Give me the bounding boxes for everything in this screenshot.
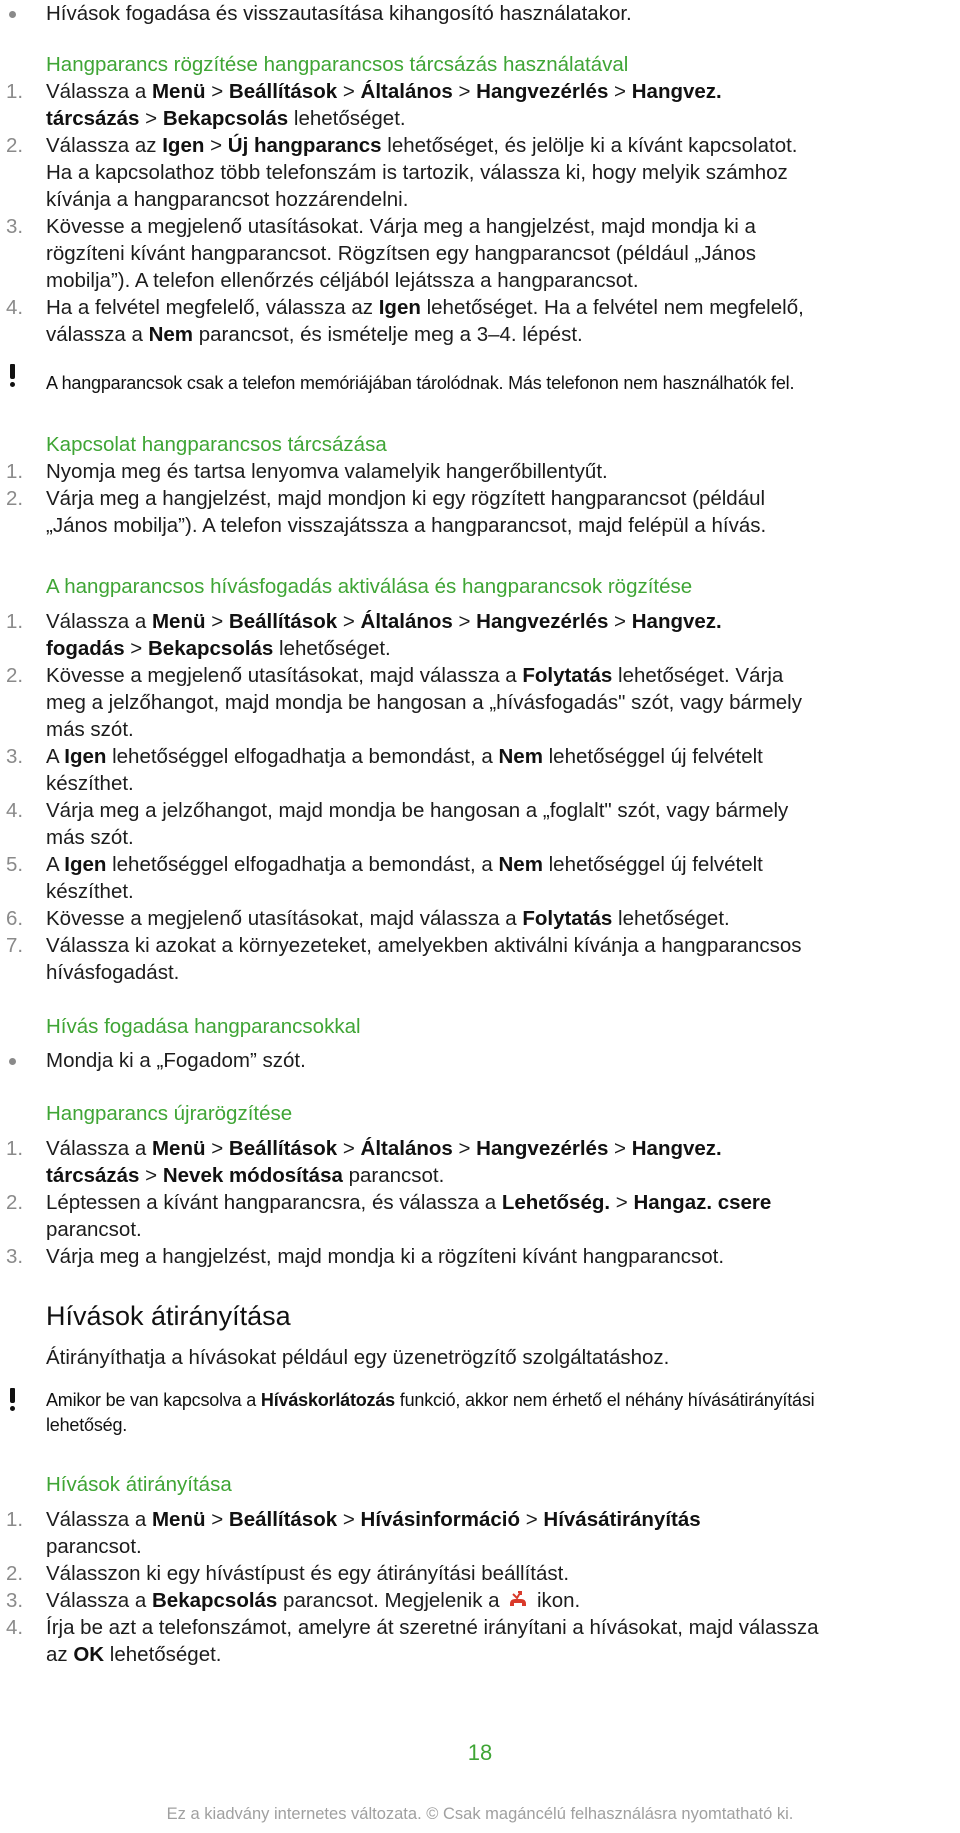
text-line: Válassza a Menü > Beállítások > Általános > Hangvezérlés > Hangvez.	[46, 1137, 722, 1160]
bold-term: Igen	[64, 745, 107, 768]
text-line: meg a jelzőhangot, majd mondja be hangosan a „hívásfogadás" szót, vagy bármely	[46, 691, 802, 714]
step-number: 2.	[6, 1562, 24, 1585]
page-number: 18	[467, 1740, 493, 1765]
bold-term: Hangaz. csere	[633, 1191, 772, 1214]
step-number: 4.	[6, 1616, 24, 1639]
step-number: 1.	[6, 1508, 24, 1531]
step-number: 2.	[6, 487, 24, 510]
bold-term: Híváskorlátozás	[260, 1390, 395, 1410]
bold-term: Beállítások	[228, 1508, 338, 1531]
text-line: más szót.	[46, 826, 134, 849]
section-heading: Hangparancs újrarögzítése	[46, 1102, 293, 1125]
step-number: 1.	[6, 1137, 24, 1160]
bold-term: Nem	[148, 323, 193, 346]
text-line: parancsot.	[46, 1218, 142, 1241]
bold-term: Hangvez.	[631, 80, 722, 103]
step-number: 3.	[6, 1589, 24, 1612]
call-divert-icon	[507, 1590, 529, 1610]
bold-term: Beállítások	[228, 80, 338, 103]
bold-term: Beállítások	[228, 1137, 338, 1160]
text-line: rögzíteni kívánt hangparancsot. Rögzítsen egy hangparancsot (például „János	[46, 242, 756, 265]
text-line: fogadás > Bekapcsolás lehetőséget.	[46, 637, 391, 660]
text-line: Várja meg a jelzőhangot, majd mondja be hangosan a „foglalt" szót, vagy bármely	[46, 799, 789, 822]
text-line: parancsot.	[46, 1535, 142, 1558]
text-line: az OK lehetőséget.	[46, 1643, 222, 1666]
text-line: Válassza az Igen > Új hangparancs lehetőséget, és jelölje ki a kívánt kapcsolatot.	[46, 134, 798, 157]
text-line: hívásfogadást.	[46, 961, 180, 984]
bold-term: Hangvezérlés	[476, 1137, 609, 1160]
bold-term: Bekapcsolás	[151, 1589, 278, 1612]
text-line: Válasszon ki egy hívástípust és egy átirányítási beállítást.	[46, 1562, 570, 1585]
step-number: 1.	[6, 460, 24, 483]
bold-term: Menü	[151, 610, 206, 633]
bold-term: Menü	[151, 1137, 206, 1160]
bold-term: Bekapcsolás	[147, 637, 274, 660]
text-line: kívánja a hangparancsot hozzárendelni.	[46, 188, 409, 211]
step-number: 6.	[6, 907, 24, 930]
bold-term: Folytatás	[522, 664, 613, 687]
text-line: készíthet.	[46, 880, 134, 903]
text-line: Válassza a Menü > Beállítások > Hívásinformáció > Hívásátirányítás	[46, 1508, 701, 1531]
bold-term: Hívásátirányítás	[543, 1508, 701, 1531]
bold-term: Nevek módosítása	[162, 1164, 343, 1187]
text-line: Nyomja meg és tartsa lenyomva valamelyik hangerőbillentyűt.	[46, 460, 608, 483]
bullet-marker	[9, 11, 16, 18]
chapter-heading: Hívások átirányítása	[46, 1301, 291, 1331]
section-heading: Kapcsolat hangparancsos tárcsázása	[46, 433, 387, 456]
text-line: Válassza a Bekapcsolás parancsot. Megjelenik a ikon.	[46, 1589, 581, 1612]
bold-term: fogadás	[46, 637, 125, 660]
text-line: Ha a kapcsolathoz több telefonszám is tartozik, válassza ki, hogy melyik számhoz	[46, 161, 788, 184]
text-line: Hívások fogadása és visszautasítása kihangosító használatakor.	[46, 2, 632, 25]
bold-term: OK	[73, 1643, 105, 1666]
text-line: Válassza a Menü > Beállítások > Általános > Hangvezérlés > Hangvez.	[46, 610, 722, 633]
bold-term: Általános	[360, 1137, 453, 1160]
step-number: 3.	[6, 1245, 24, 1268]
step-number: 1.	[6, 610, 24, 633]
text-line: Kövesse a megjelenő utasításokat, majd válassza a Folytatás lehetőséget. Várja	[46, 664, 784, 687]
text-line: tárcsázás > Bekapcsolás lehetőséget.	[46, 107, 406, 130]
step-number: 3.	[6, 215, 24, 238]
text-line: mobilja”). A telefon ellenőrzés céljából lejátssza a hangparancsot.	[46, 269, 639, 292]
text-line: tárcsázás > Nevek módosítása parancsot.	[46, 1164, 445, 1187]
bold-term: Igen	[378, 296, 421, 319]
text-line: Kövesse a megjelenő utasításokat, majd válassza a Folytatás lehetőséget.	[46, 907, 730, 930]
step-number: 5.	[6, 853, 24, 876]
bold-term: Nem	[498, 745, 543, 768]
text-line: készíthet.	[46, 772, 134, 795]
text-line: Léptessen a kívánt hangparancsra, és válassza a Lehetőség. > Hangaz. csere	[46, 1191, 772, 1214]
bold-term: Menü	[151, 80, 206, 103]
bold-term: Hívásinformáció	[360, 1508, 521, 1531]
text-line: A Igen lehetőséggel elfogadhatja a bemondást, a Nem lehetőséggel új felvételt	[46, 745, 763, 768]
text-line: Kövesse a megjelenő utasításokat. Várja meg a hangjelzést, majd mondja ki a	[46, 215, 756, 238]
text-line: A Igen lehetőséggel elfogadhatja a bemondást, a Nem lehetőséggel új felvételt	[46, 853, 763, 876]
bold-term: Bekapcsolás	[162, 107, 289, 130]
step-number: 1.	[6, 80, 24, 103]
text-line: Írja be azt a telefonszámot, amelyre át szeretné irányítani a hívásokat, majd válassza	[46, 1616, 819, 1639]
bold-term: tárcsázás	[46, 107, 140, 130]
bold-term: Hangvez.	[631, 1137, 722, 1160]
text-line: Mondja ki a „Fogadom” szót.	[46, 1049, 306, 1072]
section-heading: A hangparancsos hívásfogadás aktiválása és hangparancsok rögzítése	[46, 575, 693, 598]
section-heading: Hívás fogadása hangparancsokkal	[46, 1015, 361, 1038]
bold-term: Igen	[162, 134, 205, 157]
text-line: Válassza ki azokat a környezeteket, amelyekben aktiválni kívánja a hangparancsos	[46, 934, 802, 957]
bold-term: Nem	[498, 853, 543, 876]
section-heading: Hangparancs rögzítése hangparancsos tárcsázás használatával	[46, 53, 629, 76]
bold-term: Általános	[360, 80, 453, 103]
step-number: 2.	[6, 134, 24, 157]
text-line: Várja meg a hangjelzést, majd mondjon ki egy rögzített hangparancsot (például	[46, 487, 766, 510]
bold-term: Általános	[360, 610, 453, 633]
bold-term: Beállítások	[228, 610, 338, 633]
text-line: „János mobilja”). A telefon visszajátssza a hangparancsot, majd felépül a hívás.	[46, 514, 767, 537]
step-number: 7.	[6, 934, 24, 957]
bold-term: Igen	[64, 853, 107, 876]
bold-term: Új hangparancs	[227, 134, 382, 157]
note-text: A hangparancsok csak a telefon memóriájában tárolódnak. Más telefonon nem használhatók fel.	[46, 373, 795, 393]
text-line: válassza a Nem parancsot, és ismételje meg a 3–4. lépést.	[46, 323, 583, 346]
step-number: 4.	[6, 799, 24, 822]
bold-term: Lehetőség.	[501, 1191, 611, 1214]
bullet-marker	[9, 1058, 16, 1065]
text-line: más szót.	[46, 718, 134, 741]
step-number: 2.	[6, 664, 24, 687]
text-line: Átirányíthatja a hívásokat például egy üzenetrögzítő szolgáltatáshoz.	[46, 1346, 670, 1369]
text-line: Várja meg a hangjelzést, majd mondja ki a rögzíteni kívánt hangparancsot.	[46, 1245, 725, 1268]
bold-term: Menü	[151, 1508, 206, 1531]
bold-term: Hangvezérlés	[476, 80, 609, 103]
footer-text: Ez a kiadvány internetes változata. © Csak magáncélú felhasználásra nyomtatható ki.	[166, 1805, 794, 1823]
text-line: Válassza a Menü > Beállítások > Általános > Hangvezérlés > Hangvez.	[46, 80, 722, 103]
section-heading: Hívások átirányítása	[46, 1473, 232, 1496]
step-number: 2.	[6, 1191, 24, 1214]
bold-term: Hangvezérlés	[476, 610, 609, 633]
step-number: 3.	[6, 745, 24, 768]
note-text: Amikor be van kapcsolva a Híváskorlátozás funkció, akkor nem érhető el néhány hívásátirányítási	[46, 1390, 815, 1410]
bold-term: Hangvez.	[631, 610, 722, 633]
bold-term: tárcsázás	[46, 1164, 140, 1187]
text-line: Ha a felvétel megfelelő, válassza az Igen lehetőséget. Ha a felvétel nem megfelelő,	[46, 296, 804, 319]
step-number: 4.	[6, 296, 24, 319]
bold-term: Folytatás	[522, 907, 613, 930]
note-text: lehetőség.	[46, 1415, 128, 1435]
